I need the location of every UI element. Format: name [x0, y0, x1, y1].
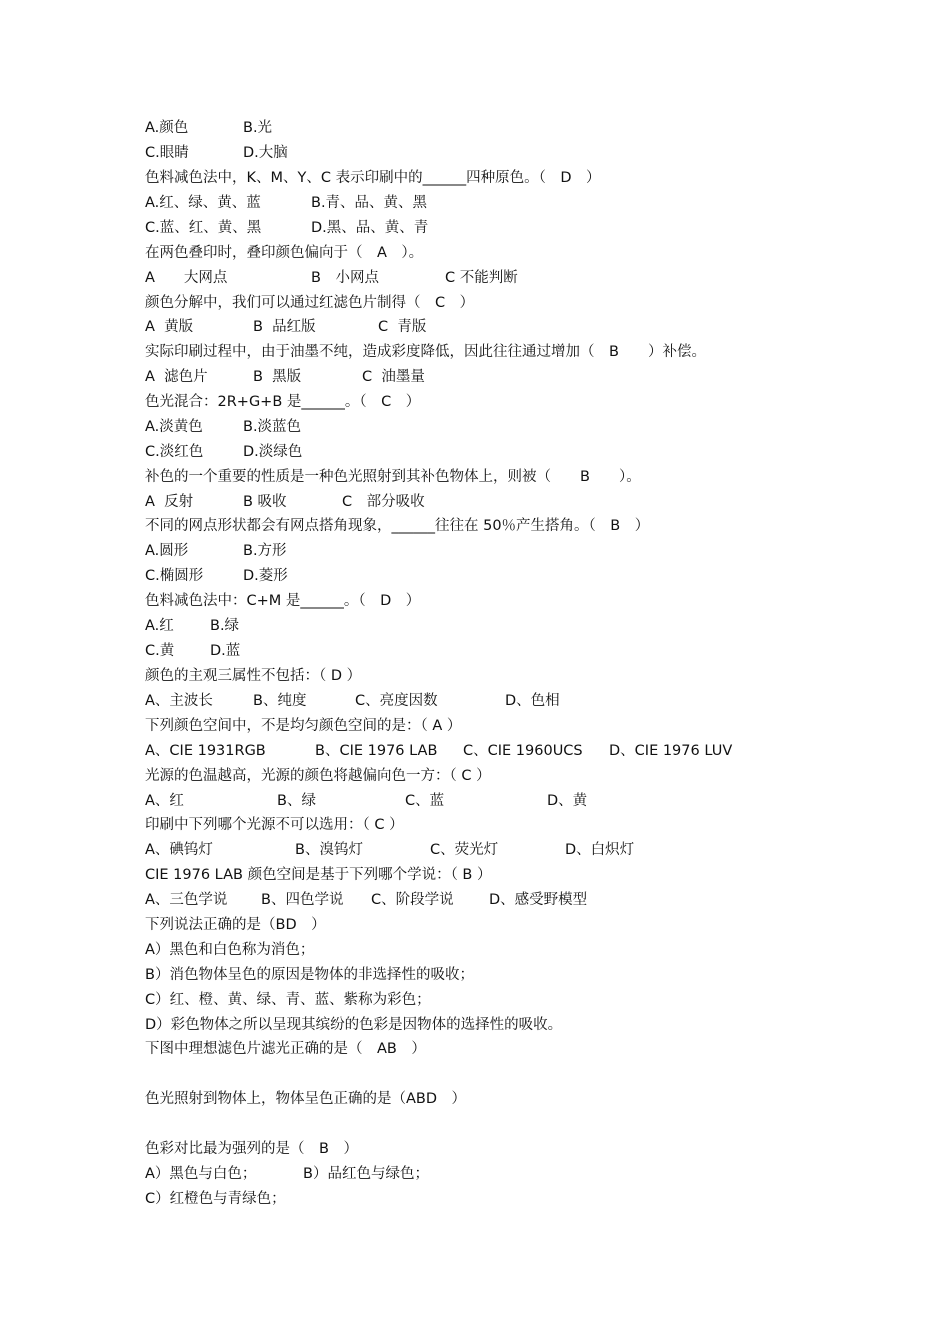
text-segment: C、阶段学说 [371, 892, 454, 908]
text-segment: D、CIE 1976 LUV [609, 743, 733, 759]
text-segment: C、荧光灯 [430, 842, 499, 858]
text-segment: 补色的一个重要的性质是一种色光照射到其补色物体上，则被（ B ）。 [145, 469, 641, 485]
text-segment: A、三色学说 [145, 892, 228, 908]
text-segment: 在两色叠印时，叠印颜色偏向于（ A ）。 [145, 245, 424, 261]
text-segment: C.眼睛 [145, 145, 189, 161]
text-segment: B、绿 [277, 793, 316, 809]
text-segment: D.黑、品、黄、青 [311, 220, 429, 236]
text-segment: A 黄版 [145, 319, 194, 335]
text-segment: CIE 1976 LAB 颜色空间是基于下列哪个学说：（ B ） [145, 867, 492, 883]
text-segment: 色料减色法中，K、M、Y、C 表示印刷中的______四种原色。（ D ） [145, 170, 601, 186]
text-segment: C、蓝 [405, 793, 445, 809]
text-segment: 实际印刷过程中，由于油墨不纯，造成彩度降低，因此往往通过增加（ B ）补偿。 [145, 344, 706, 360]
text-segment: A.圆形 [145, 543, 189, 559]
text-segment: 不同的网点形状都会有网点搭角现象，______往往在 50％产生搭角。（ B ） [145, 518, 650, 534]
text-segment: B.绿 [210, 618, 240, 634]
text-segment: B、四色学说 [261, 892, 344, 908]
text-segment: C 青版 [378, 319, 427, 335]
text-segment: A.红、绿、黄、蓝 [145, 195, 261, 211]
text-segment: B 小网点 [311, 270, 379, 286]
text-segment: D、黄 [547, 793, 588, 809]
text-segment: 光源的色温越高，光源的颜色将越偏向色一方：（ C ） [145, 768, 491, 784]
text-segment: 印刷中下列哪个光源不可以选用：（ C ） [145, 817, 404, 833]
text-segment: A.淡黄色 [145, 419, 203, 435]
text-segment: C 不能判断 [445, 270, 518, 286]
text-segment: B 品红版 [253, 319, 316, 335]
text-segment: A、主波长 [145, 693, 213, 709]
text-segment: C.黄 [145, 643, 175, 659]
text-segment: 色光照射到物体上，物体呈色正确的是（ABD ） [145, 1091, 467, 1107]
text-segment: D、白炽灯 [565, 842, 635, 858]
text-segment: 色光混合：2R+G+B 是______。（ C ） [145, 394, 421, 410]
text-segment: A 大网点 [145, 270, 228, 286]
text-segment: A 滤色片 [145, 369, 208, 385]
text-segment: D.大脑 [243, 145, 288, 161]
text-segment: C）红、橙、黄、绿、青、蓝、紫称为彩色； [145, 992, 431, 1008]
text-segment: C、亮度因数 [355, 693, 438, 709]
text-segment: D.蓝 [210, 643, 241, 659]
text-segment: 色彩对比最为强列的是（ B ） [145, 1141, 358, 1157]
text-segment: B、纯度 [253, 693, 307, 709]
text-segment: B.青、品、黄、黑 [311, 195, 428, 211]
text-segment: A、红 [145, 793, 184, 809]
text-segment: 颜色的主观三属性不包括：（ D ） [145, 668, 362, 684]
text-segment: C.椭圆形 [145, 568, 204, 584]
text-segment: D）彩色物体之所以呈现其缤纷的色彩是因物体的选择性的吸收。 [145, 1017, 563, 1033]
text-segment: A.红 [145, 618, 174, 634]
text-segment: C 油墨量 [362, 369, 425, 385]
text-segment: A）黑色和白色称为消色； [145, 942, 315, 958]
text-segment: A、CIE 1931RGB [145, 743, 266, 759]
text-segment: 颜色分解中，我们可以通过红滤色片制得（ C ） [145, 295, 475, 311]
text-segment: 下图中理想滤色片滤光正确的是（ AB ） [145, 1041, 426, 1057]
text-segment: A 反射 [145, 494, 194, 510]
text-segment: B）消色物体呈色的原因是物体的非选择性的吸收； [145, 967, 474, 983]
text-segment: D、色相 [505, 693, 560, 709]
text-segment: A.颜色 [145, 120, 189, 136]
text-segment: D.淡绿色 [243, 444, 303, 460]
text-segment: 下列颜色空间中，不是均匀颜色空间的是：（ A ） [145, 718, 462, 734]
text-segment: D、感受野模型 [489, 892, 588, 908]
text-segment: B.淡蓝色 [243, 419, 302, 435]
text-segment: B）品红色与绿色； [303, 1166, 429, 1182]
text-segment: B.光 [243, 120, 273, 136]
text-segment: 下列说法正确的是（BD ） [145, 917, 326, 933]
text-segment: A）黑色与白色； [145, 1166, 257, 1182]
text-segment: C）红橙色与青绿色； [145, 1191, 286, 1207]
text-segment: B 黑版 [253, 369, 302, 385]
text-segment: 色料减色法中：C+M 是______。（ D ） [145, 593, 421, 609]
text-segment: B 吸收 [243, 494, 287, 510]
text-segment: D.菱形 [243, 568, 288, 584]
text-segment: C 部分吸收 [342, 494, 425, 510]
text-segment: B、CIE 1976 LAB [315, 743, 438, 759]
text-segment: C.淡红色 [145, 444, 204, 460]
text-segment: B、溴钨灯 [295, 842, 363, 858]
text-segment: B.方形 [243, 543, 287, 559]
text-segment: C.蓝、红、黄、黑 [145, 220, 262, 236]
text-segment: A、碘钨灯 [145, 842, 213, 858]
text-segment: C、CIE 1960UCS [463, 743, 583, 759]
